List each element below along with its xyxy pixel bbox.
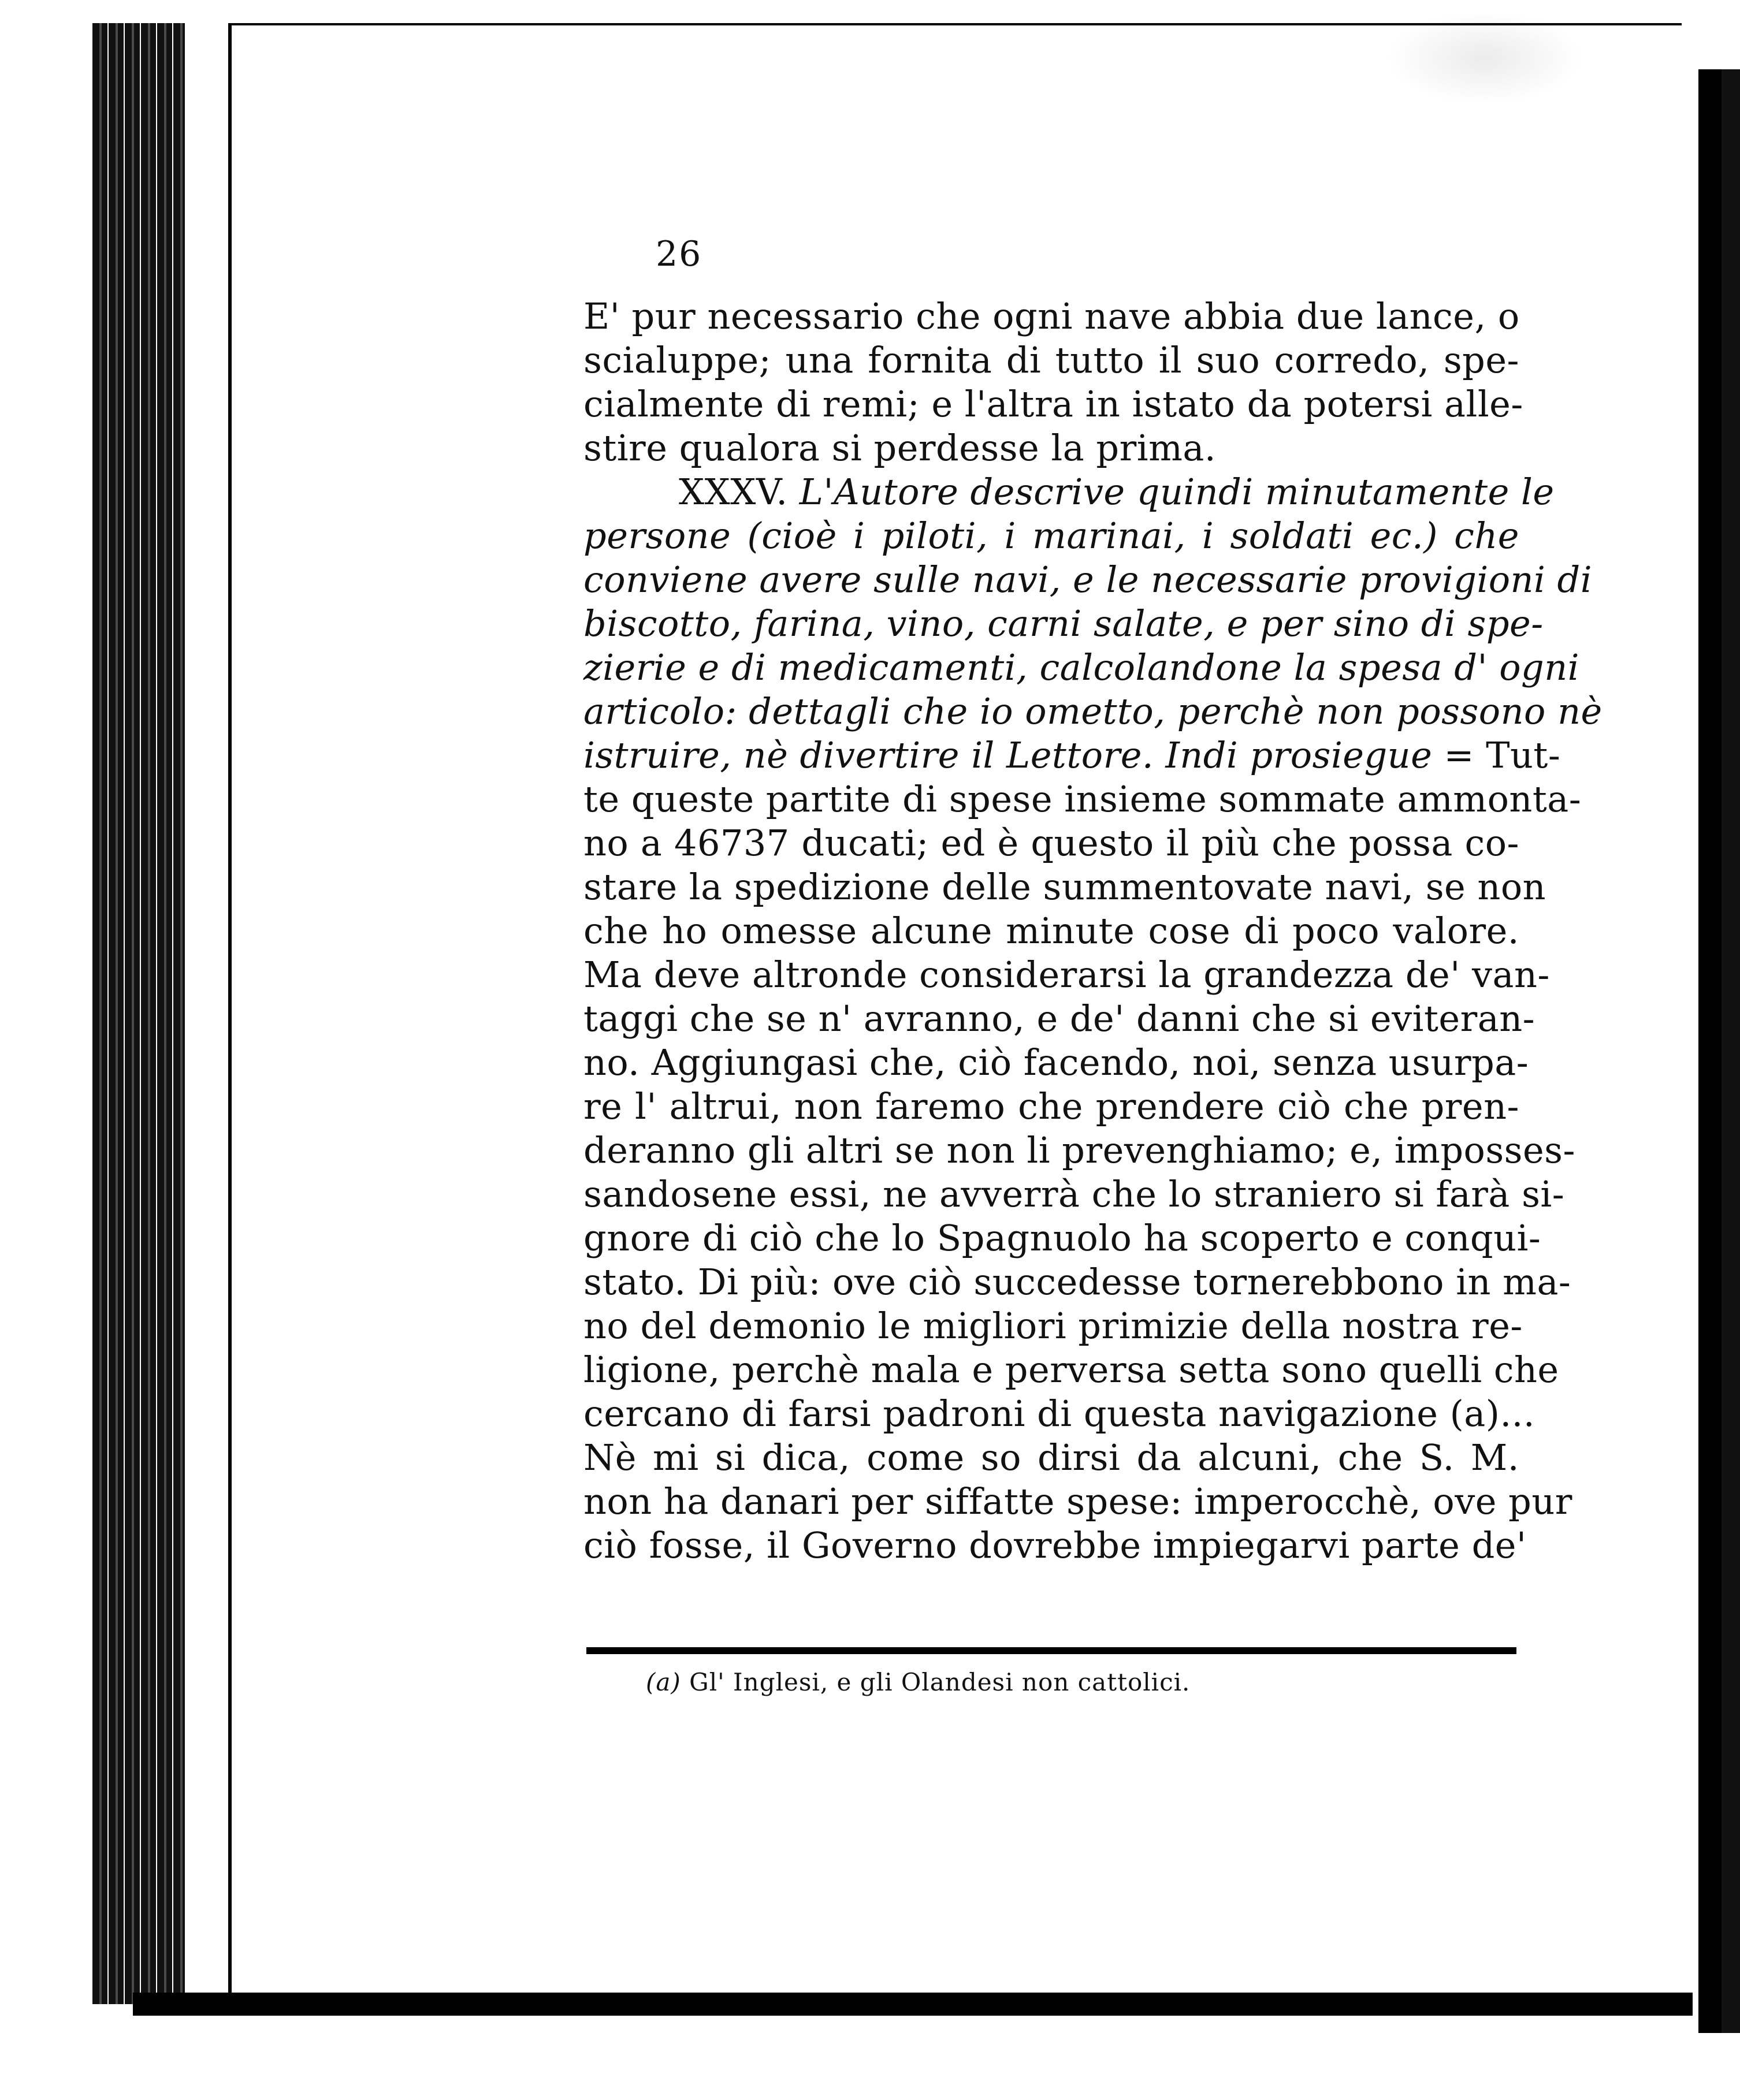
scan-binding-edge (92, 23, 185, 2004)
text-line: che ho omesse alcune minute cose di poco valore. (583, 910, 1519, 952)
text-line: biscotto, farina, vino, carni salate, e per sino di spe- (583, 602, 1544, 645)
text-line: articolo: dettagli che io ometto, perchè non possono nè (583, 690, 1603, 732)
text-line: no a 46737 ducati; ed è questo il più che possa co- (583, 822, 1519, 864)
text-line: re l' altrui, non faremo che prendere ciò che pren- (583, 1085, 1519, 1127)
text-line: ligione, perchè mala e perversa setta sono quelli che (583, 1349, 1559, 1391)
text-line: te queste partite di spese insieme sommate ammonta- (583, 778, 1582, 820)
page-number: 26 (656, 234, 702, 274)
footnote (646, 1666, 1190, 1699)
section-number: XXXV. (679, 471, 800, 513)
roman-text: = Tut- (1432, 734, 1561, 776)
text-line: cialmente di remi; e l'altra in istato da potersi alle- (583, 383, 1523, 425)
footnote-mark: (a) (646, 1668, 681, 1696)
text-line: gnore di ciò che lo Spagnuolo ha scoperto e conqui- (583, 1217, 1541, 1259)
text-line: scialuppe; una fornita di tutto il suo corredo, spe- (583, 339, 1519, 381)
text-line: no del demonio le migliori primizie della nostra re- (583, 1305, 1523, 1347)
italic-text: L'Autore descrive quindi minutamente le (799, 471, 1555, 513)
text-line: deranno gli altri se non li prevenghiamo; e, imposses- (583, 1129, 1575, 1171)
text-line: persone (cioè i piloti, i marinai, i soldati ec.) che (583, 515, 1519, 557)
footnote-rule (586, 1647, 1516, 1654)
text-line: ciò fosse, il Governo dovrebbe impiegarvi parte de' (583, 1524, 1527, 1566)
italic-text: istruire, nè divertire il Lettore. Indi prosiegue (583, 734, 1433, 776)
text-line (583, 733, 1561, 777)
footnote-text: Gl' Inglesi, e gli Olandesi non cattolici. (689, 1668, 1191, 1696)
text-line: stato. Di più: ove ciò succedesse tornerebbono in ma- (583, 1261, 1571, 1303)
text-line (583, 470, 1555, 514)
scan-bottom-edge (133, 1993, 1693, 2016)
text-line: sandosene essi, ne avverrà che lo straniero si farà si- (583, 1173, 1565, 1215)
text-line: Ma deve altronde considerarsi la grandezza de' van- (583, 954, 1550, 996)
body-text (583, 295, 1603, 1567)
text-line: Nè mi si dica, come so dirsi da alcuni, che S. M. (583, 1436, 1519, 1479)
scan-right-edge (1698, 69, 1740, 2033)
text-line: cercano di farsi padroni di questa navigazione (a)... (583, 1392, 1535, 1435)
text-line: non ha danari per siffatte spese: imperocchè, ove pur (583, 1480, 1572, 1522)
text-line: conviene avere sulle navi, e le necessarie provigioni di (583, 558, 1593, 601)
text-line: E' pur necessario che ogni nave abbia due lance, o (583, 295, 1520, 337)
text-line: stire qualora si perdesse la prima. (583, 427, 1217, 469)
text-line: no. Aggiungasi che, ciò facendo, noi, senza usurpa- (583, 1041, 1529, 1083)
scan-smudge (1386, 12, 1583, 104)
text-line: zierie e di medicamenti, calcolandone la spesa d' ogni (583, 646, 1579, 688)
text-line: taggi che se n' avranno, e de' danni che si eviteran- (583, 997, 1535, 1040)
text-line: stare la spedizione delle summentovate navi, se non (583, 866, 1546, 908)
